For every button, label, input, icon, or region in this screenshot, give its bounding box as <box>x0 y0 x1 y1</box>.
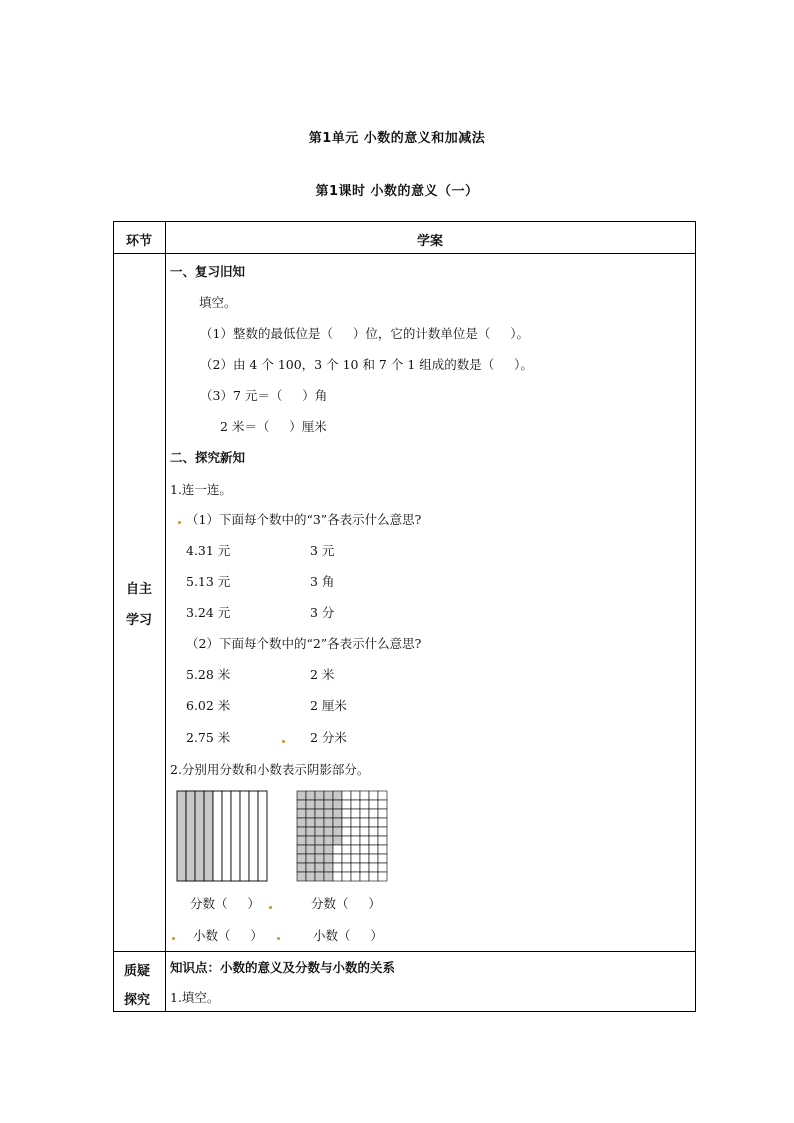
part1-right-2: 3 角 <box>310 574 335 589</box>
row2-label-line2: 探究 <box>124 993 151 1008</box>
grid-cell <box>333 791 342 800</box>
grid-cell <box>297 827 306 836</box>
grid-cell <box>351 800 360 809</box>
grid-cell <box>333 863 342 872</box>
grid-cell <box>315 818 324 827</box>
grid-cell <box>360 854 369 863</box>
question-3: （3）7 元＝（ ）角 <box>200 388 328 403</box>
grid-cell <box>315 791 324 800</box>
grid-cell <box>378 809 387 818</box>
section2-heading: 二、探究新知 <box>170 450 246 465</box>
grid-cell <box>333 836 342 845</box>
strip-cell <box>204 791 213 881</box>
grid-cell <box>324 863 333 872</box>
grid-cell <box>306 863 315 872</box>
row-divider <box>114 951 695 952</box>
part2-left-2: 6.02 米 <box>186 698 231 713</box>
grid-cell <box>306 800 315 809</box>
grid-cell <box>378 800 387 809</box>
grid-cell <box>351 827 360 836</box>
connect-instruction: 1.连一连。 <box>170 482 232 497</box>
grid-cell <box>351 854 360 863</box>
part1-left-2: 5.13 元 <box>186 574 231 589</box>
grid-cell <box>369 845 378 854</box>
header-divider <box>114 253 695 254</box>
grid-cell <box>333 854 342 863</box>
grid-cell <box>360 800 369 809</box>
grid-cell <box>315 845 324 854</box>
strip-cell <box>195 791 204 881</box>
grid-cell <box>297 836 306 845</box>
part1-right-3: 3 分 <box>310 605 335 620</box>
row2-label-line1: 质疑 <box>124 964 151 979</box>
fraction-label-b: 分数（ ） <box>311 896 381 911</box>
grid-cell <box>324 827 333 836</box>
part1-left-3: 3.24 元 <box>186 605 231 620</box>
grid-cell <box>324 809 333 818</box>
grid-cell <box>342 854 351 863</box>
grid-cell <box>342 800 351 809</box>
marker-dot <box>282 740 285 743</box>
grid-figure <box>296 790 388 882</box>
grid-cell <box>324 845 333 854</box>
grid-cell <box>351 809 360 818</box>
grid-cell <box>306 809 315 818</box>
grid-cell <box>306 818 315 827</box>
part1-left-1: 4.31 元 <box>186 543 231 558</box>
strip-figure <box>176 790 268 882</box>
grid-cell <box>342 845 351 854</box>
grid-cell <box>360 791 369 800</box>
grid-cell <box>324 800 333 809</box>
fraction-label-a: 分数（ ） <box>190 896 260 911</box>
grid-cell <box>333 800 342 809</box>
grid-cell <box>378 791 387 800</box>
decimal-label-a: 小数（ ） <box>193 928 263 943</box>
grid-cell <box>297 800 306 809</box>
section1-heading: 一、复习旧知 <box>170 264 246 279</box>
task2-instruction: 2.分别用分数和小数表示阴影部分。 <box>170 762 370 777</box>
grid-cell <box>297 818 306 827</box>
grid-cell <box>324 872 333 881</box>
header-plan: 学案 <box>417 234 444 249</box>
grid-cell <box>297 872 306 881</box>
column-divider <box>165 222 166 1011</box>
grid-cell <box>351 845 360 854</box>
grid-cell <box>297 863 306 872</box>
grid-cell <box>360 863 369 872</box>
grid-cell <box>378 872 387 881</box>
grid-cell <box>306 836 315 845</box>
grid-cell <box>297 809 306 818</box>
strip-cell <box>186 791 195 881</box>
grid-cell <box>378 836 387 845</box>
row1-label-line1: 自主 <box>126 582 153 597</box>
grid-cell <box>297 791 306 800</box>
unit-title: 第1单元 小数的意义和加减法 <box>308 131 486 146</box>
strip-cell <box>258 791 267 881</box>
grid-cell <box>378 845 387 854</box>
strip-cell <box>249 791 258 881</box>
grid-cell <box>369 827 378 836</box>
grid-cell <box>315 827 324 836</box>
question-2: （2）由 4 个 100，3 个 10 和 7 个 1 组成的数是（ ）。 <box>200 357 533 372</box>
grid-cell <box>351 863 360 872</box>
grid-cell <box>324 791 333 800</box>
grid-cell <box>342 863 351 872</box>
grid-cell <box>369 791 378 800</box>
grid-cell <box>306 845 315 854</box>
grid-cell <box>360 818 369 827</box>
grid-cell <box>306 827 315 836</box>
grid-cell <box>297 845 306 854</box>
part2-right-1: 2 米 <box>310 667 335 682</box>
grid-cell <box>324 818 333 827</box>
grid-cell <box>369 818 378 827</box>
grid-cell <box>306 791 315 800</box>
knowledge-point: 知识点：小数的意义及分数与小数的关系 <box>170 960 396 975</box>
grid-cell <box>315 800 324 809</box>
grid-cell <box>333 818 342 827</box>
grid-cell <box>342 818 351 827</box>
grid-cell <box>369 809 378 818</box>
grid-cell <box>342 809 351 818</box>
grid-cell <box>360 809 369 818</box>
marker-dot <box>277 937 280 940</box>
part2-left-3: 2.75 米 <box>186 730 231 745</box>
grid-cell <box>315 836 324 845</box>
part1-right-1: 3 元 <box>310 543 335 558</box>
grid-cell <box>324 836 333 845</box>
decimal-label-b: 小数（ ） <box>313 928 383 943</box>
grid-cell <box>378 818 387 827</box>
grid-cell <box>351 818 360 827</box>
header-stage: 环节 <box>126 234 153 249</box>
grid-cell <box>351 836 360 845</box>
grid-cell <box>333 845 342 854</box>
grid-cell <box>360 827 369 836</box>
strip-cell <box>222 791 231 881</box>
grid-cell <box>369 836 378 845</box>
grid-cell <box>297 854 306 863</box>
grid-cell <box>342 827 351 836</box>
part1-prompt: （1）下面每个数中的“3”各表示什么意思? <box>186 512 422 527</box>
grid-cell <box>378 854 387 863</box>
grid-cell <box>315 809 324 818</box>
marker-dot <box>178 521 181 524</box>
grid-cell <box>369 863 378 872</box>
strip-cell <box>213 791 222 881</box>
grid-cell <box>378 863 387 872</box>
part2-right-3: 2 分米 <box>310 730 347 745</box>
grid-cell <box>315 872 324 881</box>
grid-cell <box>315 863 324 872</box>
grid-cell <box>333 872 342 881</box>
grid-cell <box>333 809 342 818</box>
part2-prompt: （2）下面每个数中的“2”各表示什么意思? <box>186 636 422 651</box>
marker-dot <box>172 937 175 940</box>
grid-cell <box>306 872 315 881</box>
lesson-title: 第1课时 小数的意义（一） <box>315 184 479 199</box>
grid-cell <box>369 854 378 863</box>
part2-right-2: 2 厘米 <box>310 698 347 713</box>
part2-left-1: 5.28 米 <box>186 667 231 682</box>
fill-blank-instruction: 填空。 <box>199 295 237 310</box>
strip-cell <box>177 791 186 881</box>
grid-cell <box>351 791 360 800</box>
explore-fill-instruction: 1.填空。 <box>170 990 220 1005</box>
strip-cell <box>231 791 240 881</box>
grid-cell <box>342 836 351 845</box>
grid-cell <box>306 854 315 863</box>
grid-cell <box>369 800 378 809</box>
grid-cell <box>378 827 387 836</box>
grid-cell <box>360 872 369 881</box>
grid-cell <box>369 872 378 881</box>
row1-label-line2: 学习 <box>126 613 153 628</box>
grid-cell <box>342 872 351 881</box>
grid-cell <box>333 827 342 836</box>
grid-cell <box>360 845 369 854</box>
grid-cell <box>360 836 369 845</box>
grid-cell <box>315 854 324 863</box>
question-3b: 2 米＝（ ）厘米 <box>220 419 327 434</box>
grid-cell <box>324 854 333 863</box>
marker-dot <box>269 906 272 909</box>
grid-cell <box>351 872 360 881</box>
strip-cell <box>240 791 249 881</box>
question-1: （1）整数的最低位是（ ）位，它的计数单位是（ ）。 <box>200 326 529 341</box>
grid-cell <box>342 791 351 800</box>
